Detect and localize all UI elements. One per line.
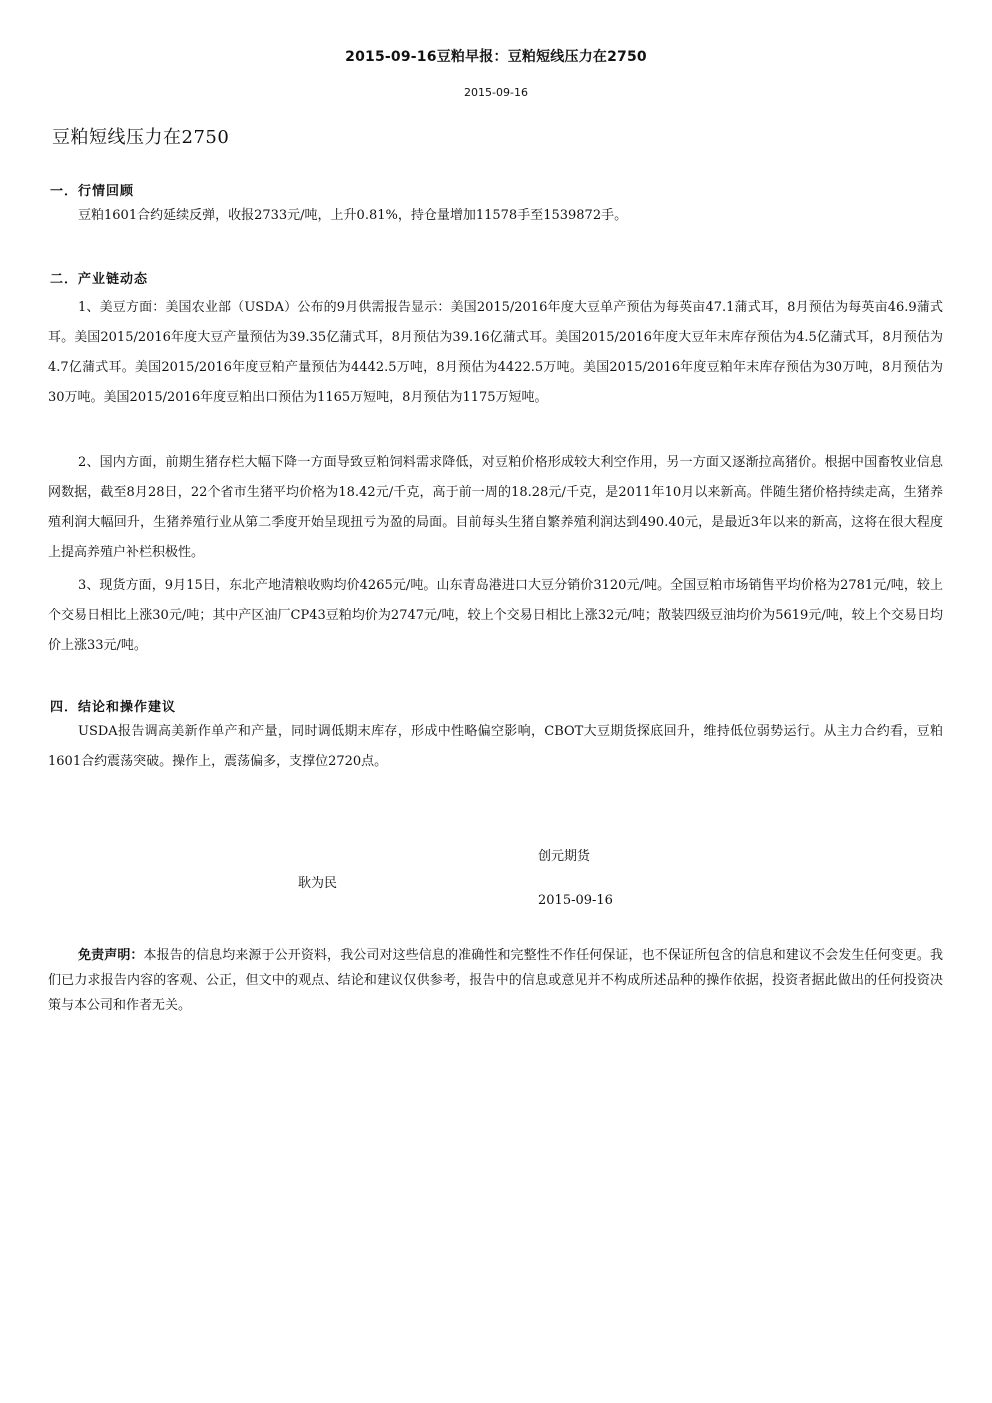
disclaimer: [48, 943, 943, 1018]
section-heading-industry-chain: 二．产业链动态: [50, 272, 149, 287]
industry-paragraph-us-soybean: 1、美豆方面：美国农业部（USDA）公布的9月供需报告显示：美国2015/2016年度大豆单产预估为每英亩47.1蒲式耳，8月预估为每英亩46.9蒲式耳。美国2015/2016年度大豆产量预估为39.35亿蒲式耳，8月预估为39.16亿蒲式耳。美国2015/2016年度大豆年末库存预估为4.5亿蒲式耳，8月预估为4.7亿蒲式耳。美国2015/2016年度豆粕产量预估为4442.5万吨，8月预估为4422.5万吨。美国2015/2016年度豆粕年末库存预估为30万吨，8月预估为30万吨。美国2015/2016年度豆粕出口预估为1165万短吨，8月预估为1175万短吨。: [48, 300, 943, 405]
report-headline: 豆粕短线压力在2750: [52, 127, 230, 148]
industry-paragraph-spot: 3、现货方面，9月15日，东北产地清粮收购均价4265元/吨。山东青岛港进口大豆分销价3120元/吨。全国豆粕市场销售平均价格为2781元/吨，较上个交易日相比上涨30元/吨；其中产区油厂CP43豆粕均价为2747元/吨，较上个交易日相比上涨32元/吨；散装四级豆油均价为5619元/吨，较上个交易日均价上涨33元/吨。: [48, 578, 943, 653]
conclusion-paragraph: USDA报告调高美新作单产和产量，同时调低期末库存，形成中性略偏空影响，CBOT大豆期货探底回升，维持低位弱势运行。从主力合约看，豆粕1601合约震荡突破。操作上，震荡偏多，支撑位2720点。: [48, 724, 943, 769]
disclaimer-label: 免责声明：: [78, 948, 144, 963]
document-title: 2015-09-16豆粕早报：豆粕短线压力在2750: [345, 49, 647, 65]
disclaimer-text: 本报告的信息均来源于公开资料，我公司对这些信息的准确性和完整性不作任何保证，也不保证所包含的信息和建议不会发生任何变更。我们已力求报告内容的客观、公正，但文中的观点、结论和建议仅供参考，报告中的信息或意见并不构成所述品种的操作依据，投资者据此做出的任何投资决策与本公司和作者无关。: [48, 948, 943, 1013]
market-review-paragraph: 豆粕1601合约延续反弹，收报2733元/吨，上升0.81%，持仓量增加11578手至1539872手。: [78, 208, 628, 223]
industry-paragraph-domestic: 2、国内方面，前期生猪存栏大幅下降一方面导致豆粕饲料需求降低，对豆粕价格形成较大利空作用，另一方面又逐渐拉高猪价。根据中国畜牧业信息网数据，截至8月28日，22个省市生猪平均价格为18.42元/千克，高于前一周的18.28元/千克，是2011年10月以来新高。伴随生猪价格持续走高，生猪养殖利润大幅回升，生猪养殖行业从第二季度开始呈现扭亏为盈的局面。目前每头生猪自繁养殖利润达到490.40元，是最近3年以来的新高，这将在很大程度上提高养殖户补栏积极性。: [48, 455, 943, 560]
signature-date: 2015-09-16: [538, 893, 613, 908]
section-heading-market-review: 一．行情回顾: [50, 184, 135, 199]
signature-author: 耿为民: [298, 876, 338, 891]
document-date: 2015-09-16: [464, 86, 528, 99]
signature-company: 创元期货: [538, 849, 591, 864]
section-heading-conclusion: 四．结论和操作建议: [50, 700, 177, 715]
